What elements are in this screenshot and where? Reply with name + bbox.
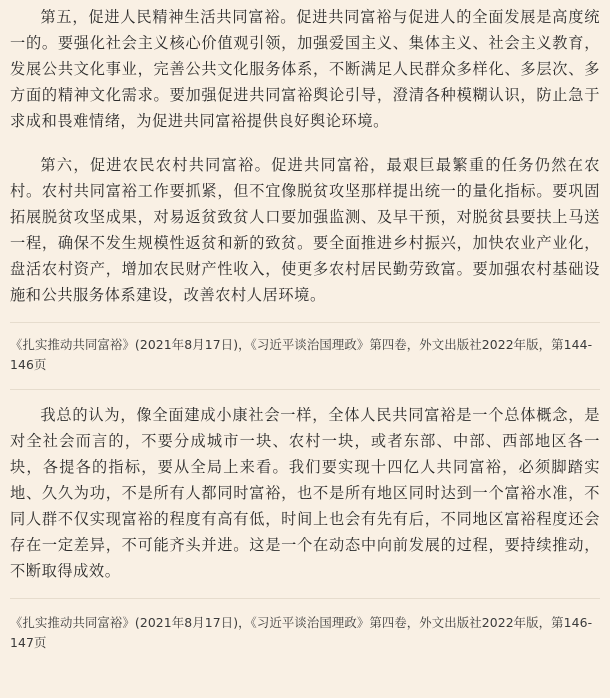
source-citation: 《扎实推动共同富裕》(2021年8月17日)，《习近平谈治国理政》第四卷，外文出版社2022年版，第144-146页: [10, 337, 593, 372]
section-divider: [10, 389, 600, 390]
source-citation: 《扎实推动共同富裕》(2021年8月17日)，《习近平谈治国理政》第四卷，外文出版社2022年版，第146-147页: [10, 615, 593, 650]
section-divider: [10, 598, 600, 599]
paragraph-overall-view: 我总的认为，像全面建成小康社会一样，全体人民共同富裕是一个总体概念，是对全社会而言的，不要分成城市一块、农村一块，或者东部、中部、西部地区各一块，各提各的指标，要从全局上来看。我们要实现十四亿人共同富裕，必须脚踏实地、久久为功，不是所有人都同时富裕，也不是所有地区同时达到一个富裕水准，不同人群不仅实现富裕的程度有高有低，时间上也会有先有后，不同地区富裕程度还会存在一定差异，不可能齐头并进。这是一个在动态中向前发展的过程，要持续推动，不断取得成效。: [10, 406, 600, 580]
section-divider: [10, 322, 600, 323]
paragraph-sixth-point: 第六，促进农民农村共同富裕。促进共同富裕，最艰巨最繁重的任务仍然在农村。农村共同富裕工作要抓紧，但不宜像脱贫攻坚那样提出统一的量化指标。要巩固拓展脱贫攻坚成果，对易返贫致贫人口要加强监测、及早干预，对脱贫县要扶上马送一程，确保不发生规模性返贫和新的致贫。要全面推进乡村振兴，加快农业产业化，盘活农村资产，增加农民财产性收入，使更多农村居民勤劳致富。要加强农村基础设施和公共服务体系建设，改善农村人居环境。: [10, 156, 600, 304]
paragraph-fifth-point: 第五，促进人民精神生活共同富裕。促进共同富裕与促进人的全面发展是高度统一的。要强化社会主义核心价值观引领，加强爱国主义、集体主义、社会主义教育，发展公共文化事业，完善公共文化服务体系，不断满足人民群众多样化、多层次、多方面的精神文化需求。要加强促进共同富裕舆论引导，澄清各种模糊认识，防止急于求成和畏难情绪，为促进共同富裕提供良好舆论环境。: [10, 8, 600, 130]
